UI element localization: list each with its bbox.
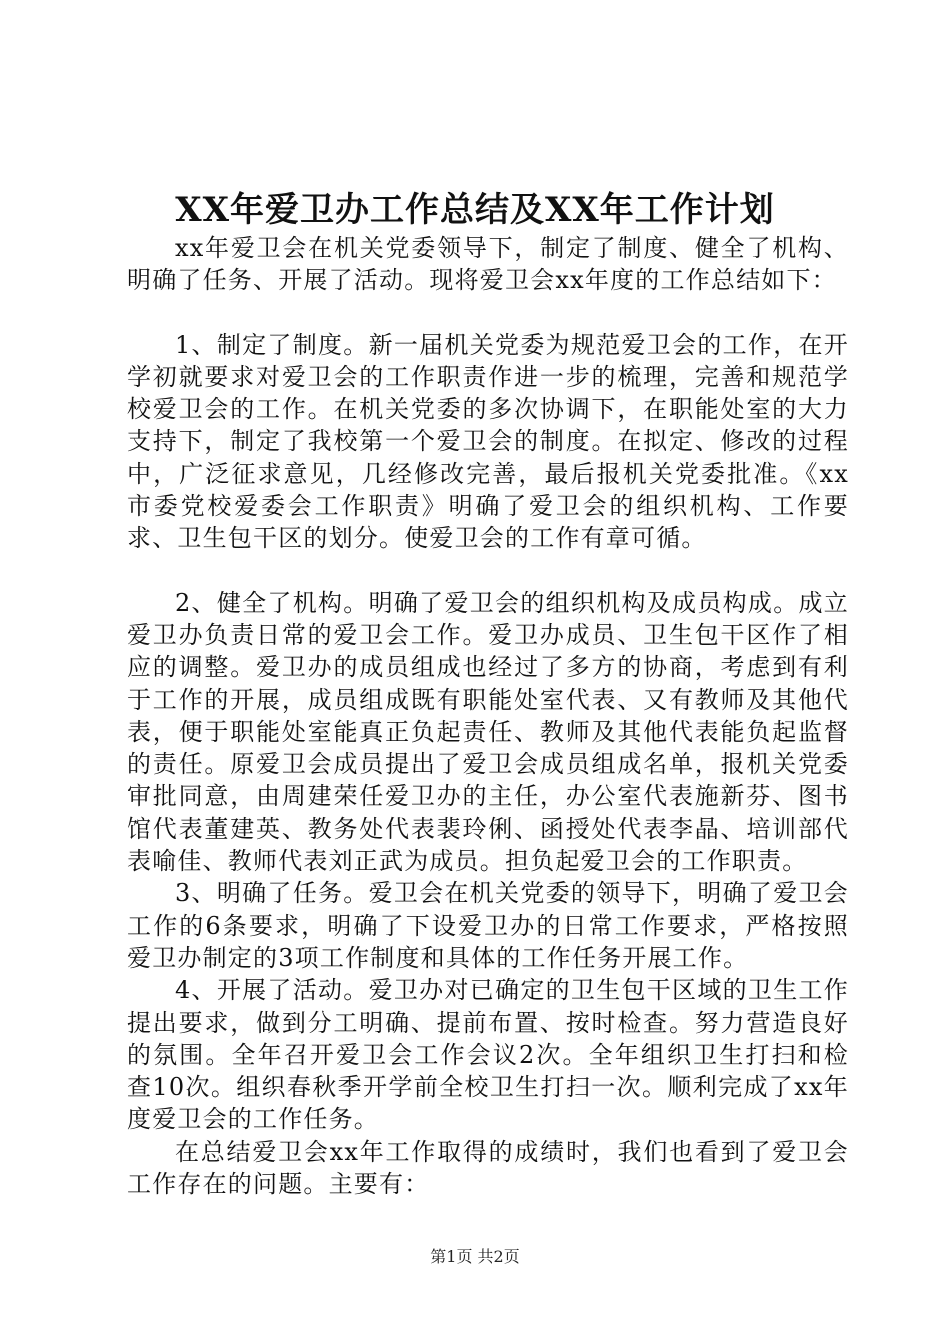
document-body (127, 232, 849, 1200)
intro-paragraph: xx年爱卫会在机关党委领导下，制定了制度、健全了机构、明确了任务、开展了活动。现将爱卫会xx年度的工作总结如下： (127, 234, 849, 295)
paragraph-1-system: 1、制定了制度。新一届机关党委为规范爱卫会的工作，在开学初就要求对爱卫会的工作职责作进一步的梳理，完善和规范学校爱卫会的工作。在机关党委的多次协调下，在职能处室的大力支持下，制定了我校第一个爱卫会的制度。在拟定、修改的过程中，广泛征求意见，几经修改完善，最后报机关党委批准。《xx市委党校爱委会工作职责》明确了爱卫会的组织机构、工作要求、卫生包干区的划分。使爱卫会的工作有章可循。 (127, 330, 849, 553)
paragraph-2-organization: 2、健全了机构。明确了爱卫会的组织机构及成员构成。成立爱卫办负责日常的爱卫会工作。爱卫办成员、卫生包干区作了相应的调整。爱卫办的成员组成也经过了多方的协商，考虑到有利于工作的开展，成员组成既有职能处室代表、又有教师及其他代表，便于职能处室能真正负起责任、教师及其他代表能负起监督的责任。原爱卫会成员提出了爱卫会成员组成名单，报机关党委审批同意，由周建荣任爱卫办的主任，办公室代表施新芬、图书馆代表董建英、教务处代表裴玲俐、函授处代表李晶、培训部代表喻佳、教师代表刘正武为成员。担负起爱卫会的工作职责。 (127, 588, 849, 876)
paragraph-4-activities: 4、开展了活动。爱卫办对已确定的卫生包干区域的卫生工作提出要求，做到分工明确、提前布置、按时检查。努力营造良好的氛围。全年召开爱卫会工作会议2次。全年组织卫生打扫和检查10次。组织春秋季开学前全校卫生打扫一次。顺利完成了xx年度爱卫会的工作任务。 (127, 976, 849, 1134)
page-footer: 第1页 共2页 (430, 1247, 520, 1266)
document-title: XX年爱卫办工作总结及XX年工作计划 (175, 190, 775, 230)
problems-paragraph: 在总结爱卫会xx年工作取得的成绩时，我们也看到了爱卫会工作存在的问题。主要有： (127, 1137, 849, 1199)
paragraph-3-tasks: 3、明确了任务。爱卫会在机关党委的领导下，明确了爱卫会工作的6条要求，明确了下设爱卫办的日常工作要求，严格按照爱卫办制定的3项工作制度和具体的工作任务开展工作。 (127, 879, 849, 972)
